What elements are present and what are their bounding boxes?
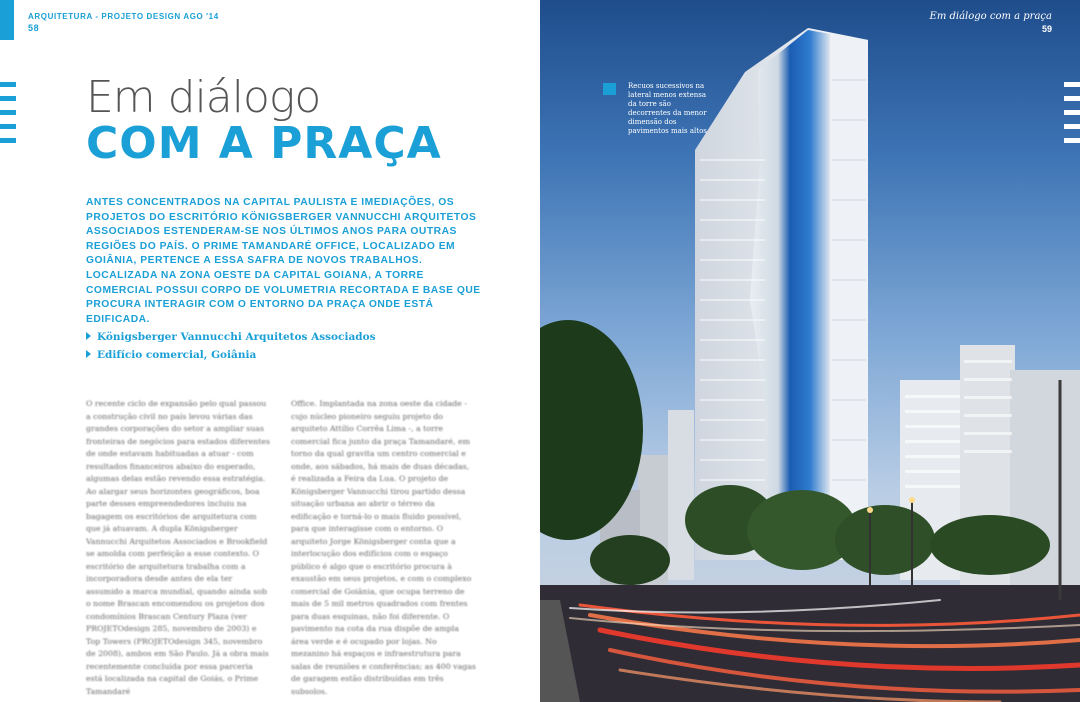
triangle-bullet-icon: [86, 350, 91, 358]
credit-architect: [86, 331, 486, 343]
photo-caption-text: Recuos sucessivos na lateral menos extensa da torre são decorrentes da menor dimensão dos pavimentos mais altos: [628, 82, 707, 135]
article-title-line2: COM A PRAÇA: [86, 118, 442, 169]
main-tower: [695, 28, 868, 560]
body-column-2: Office. Implantada na zona oeste da cidade - cujo núcleo pioneiro seguiu projeto do arquiteto Attílio Corrêa Lima -, a torre comercial fica junto da praça Tamandaré, em torno da qual gravita um centro comercial e onde, aos sábados, há mais de duas décadas, é realizada a Feira da Lua. O projeto de Königsberger Vannucchi tirou partido dessa situação urbana ao abrir o térreo da edificação e torná-lo o mais fluido possível, para que interagisse com o entorno. O arquiteto Jorge Königsberger conta que a interlocução dos edifícios com o espaço público é algo que o escritório procura à exaustão em seus projetos, e com o complexo comercial de Goiânia, que ocupa terreno de mais de 5 mil metros quadrados com frentes para duas esquinas, não foi diferente. O pavimento na cota da rua dispõe de ampla área verde e é ocupado por lojas. No mezanino há espaços e infraestrutura para salas de reuniões e conferências; as 400 vagas de garagem estão distribuídas em três subsolos.: [291, 399, 476, 696]
running-header-left: [28, 12, 219, 33]
credit-building: [86, 349, 486, 361]
page-number-right: 59: [1041, 24, 1052, 34]
credits-list: [86, 331, 486, 367]
credit-building-text: Edifício comercial, Goiânia: [97, 349, 257, 361]
credit-architect-text: Königsberger Vannucchi Arquitetos Associados: [97, 331, 376, 343]
street-scene: [540, 585, 1080, 702]
decorative-bars-right: [1064, 82, 1080, 152]
photo-caption: [604, 82, 714, 136]
section-title-right: Em diálogo com a praça: [929, 11, 1052, 22]
running-header-right: [930, 11, 1052, 34]
triangle-bullet-icon: [86, 332, 91, 340]
article-title-line1: Em diálogo: [86, 72, 321, 123]
page-corner-tab: [0, 0, 14, 40]
section-label: ARQUITETURA - PROJETO DESIGN AGO '14: [28, 12, 219, 21]
body-column-1: O recente ciclo de expansão pelo qual passou a construção civil no país levou várias das grandes corporações do setor a ampliar suas fronteiras de negócios para estados diferentes de onde estavam habituadas a atuar - com resultados financeiros abaixo do esperado, algumas delas estão revendo essa estratégia. Ao alargar seus horizontes geográficos, boa parte desses empreendedores incluiu na bagagem os escritórios de arquitetura com que já atuavam. A dupla Königsberger Vannucchi Arquitetos Associados e Brookfield se amolda com perfeição a esse contexto. O escritório de arquitetura trabalha com a incorporadora desde antes de ela ter assumido a marca mundial, quando ainda sob o nome Brascan encomendou os projetos dos condomínios Brascan Century Plaza (ver PROJETOdesign 285, novembro de 2003) e Top Towers (PROJETOdesign 345, novembro de 2008), ambos em São Paulo. Já a obra mais recentemente concluída por essa parceria está localizada na capital de Goiás, o Prime Tamandaré: [86, 399, 271, 696]
page-number-left: 58: [28, 23, 40, 33]
decorative-bars-left: [0, 82, 16, 152]
lead-paragraph: ANTES CONCENTRADOS NA CAPITAL PAULISTA E IMEDIAÇÕES, OS PROJETOS DO ESCRITÓRIO KÖNIGSBERGER VANNUCCHI ARQUITETOS ASSOCIADOS ESTENDERAM-SE NOS ÚLTIMOS ANOS PARA OUTRAS REGIÕES DO PAÍS. O PRIME TAMANDARÉ OFFICE, LOCALIZADO EM GOIÂNIA, PERTENCE A ESSA SAFRA DE NOVOS TRABALHOS. LOCALIZADA NA ZONA OESTE DA CAPITAL GOIANA, A TORRE COMERCIAL POSSUI CORPO DE VOLUMETRIA RECORTADA E BASE QUE PROCURA INTERAGIR COM O ENTORNO DA PRAÇA ONDE ESTÁ EDIFICADA.: [86, 197, 481, 325]
